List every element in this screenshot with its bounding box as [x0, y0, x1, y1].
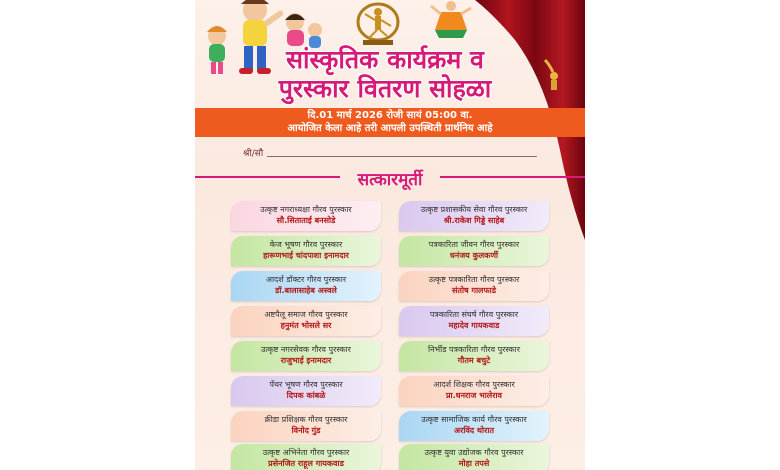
award-title: क्रीडा प्रशिक्षक गौरव पुरस्कार — [264, 415, 348, 424]
award-title: उत्कृष्ट पत्रकारिता गौरव पुरस्कार — [428, 275, 520, 284]
invitation-poster — [195, 0, 585, 470]
award-title: उत्कृष्ट युवा उद्योजक गौरव पुरस्कार — [424, 448, 524, 457]
award-card — [231, 376, 381, 406]
award-card — [231, 201, 381, 231]
awardee-name: प्रा.धनराज भालेराव — [446, 391, 502, 400]
event-title-line2: पुरस्कार वितरण सोहळा — [278, 74, 492, 103]
award-card — [399, 411, 549, 441]
award-title: उत्कृष्ट नगराध्यक्षा गौरव पुरस्कार — [260, 205, 352, 214]
award-card — [231, 444, 381, 470]
award-title: पत्रकारिता संघर्ष गौरव पुरस्कार — [429, 310, 519, 319]
dancer-illustration — [427, 0, 475, 40]
award-title: उत्कृष्ट सामाजिक कार्य गौरव पुरस्कार — [421, 415, 527, 424]
award-title: केज भूषण गौरव पुरस्कार — [269, 240, 343, 249]
invitation-line: आयोजित केला आहे तरी आपली उपस्थिती प्रार्थनिय आहे — [287, 123, 493, 134]
date-band — [195, 108, 585, 137]
award-card — [231, 411, 381, 441]
awardee-name: संतोष गालफाडे — [452, 286, 496, 295]
awardee-name: धनंजय कुलकर्णी — [449, 251, 499, 260]
award-title: आदर्श डॉक्टर गौरव पुरस्कार — [265, 275, 347, 284]
awardee-name: राजुभाई इनामदार — [280, 356, 332, 365]
award-card — [399, 341, 549, 371]
awardee-name: गौतम बचुटे — [457, 356, 491, 365]
date-line: दि.01 मार्च 2026 रोजी सायं 05:00 वा. — [307, 110, 473, 121]
award-card — [231, 271, 381, 301]
invitee-label: श्री/सौ — [243, 149, 264, 159]
award-title: पँथर भूषण गौरव पुरस्कार — [269, 380, 343, 389]
award-card — [399, 271, 549, 301]
awardee-name: श्री.राकेश गिड्डे साहेब — [443, 216, 505, 225]
award-card — [399, 444, 549, 470]
award-title: उत्कृष्ट प्रशासकीय सेवा गौरव पुरस्कार — [420, 205, 528, 214]
award-card — [399, 236, 549, 266]
awardee-name: प्रसेनजित राहूल गायकवाड — [268, 459, 344, 468]
awardee-name: मोहा तपसे — [458, 459, 490, 468]
award-card — [399, 201, 549, 231]
award-card — [399, 376, 549, 406]
awardee-name: महादेव गायकवाड — [448, 321, 500, 330]
event-title-line1: सांस्कृतिक कार्यक्रम व — [286, 45, 484, 74]
section-heading: सत्कारमूर्ती — [340, 169, 440, 191]
awardee-name: डॉ.बालासाहेब अस्वले — [275, 286, 337, 295]
awardee-name: हारूणभाई चांदपाशा इनामदार — [263, 251, 349, 260]
award-title: उत्कृष्ट अभिनेता गौरव पुरस्कार — [262, 448, 350, 457]
awardee-name: हनुमंत भोसले सर — [280, 321, 332, 330]
invitee-name-line — [267, 156, 537, 157]
award-title: आदर्श शिक्षक गौरव पुरस्कार — [433, 380, 515, 389]
awardee-name: दिपक कांबळे — [286, 391, 326, 400]
award-title: अष्टपैलू समाज गौरव पुरस्कार — [264, 310, 348, 319]
awardee-name: अरविंद थोरात — [453, 426, 495, 435]
nataraja-statue-icon — [353, 0, 403, 46]
award-title: पत्रकारिता जीवन गौरव पुरस्कार — [428, 240, 520, 249]
award-card — [231, 236, 381, 266]
awardee-name: सौ.सिताताई बनसोडे — [276, 216, 336, 225]
awardee-name: विनोद गुंड — [291, 426, 321, 435]
award-title: उत्कृष्ट नगरसेवक गौरव पुरस्कार — [261, 345, 351, 354]
award-title: निर्भीड पत्रकारिता गौरव पुरस्कार — [428, 345, 520, 354]
award-card — [399, 306, 549, 336]
award-card — [231, 341, 381, 371]
award-card — [231, 306, 381, 336]
